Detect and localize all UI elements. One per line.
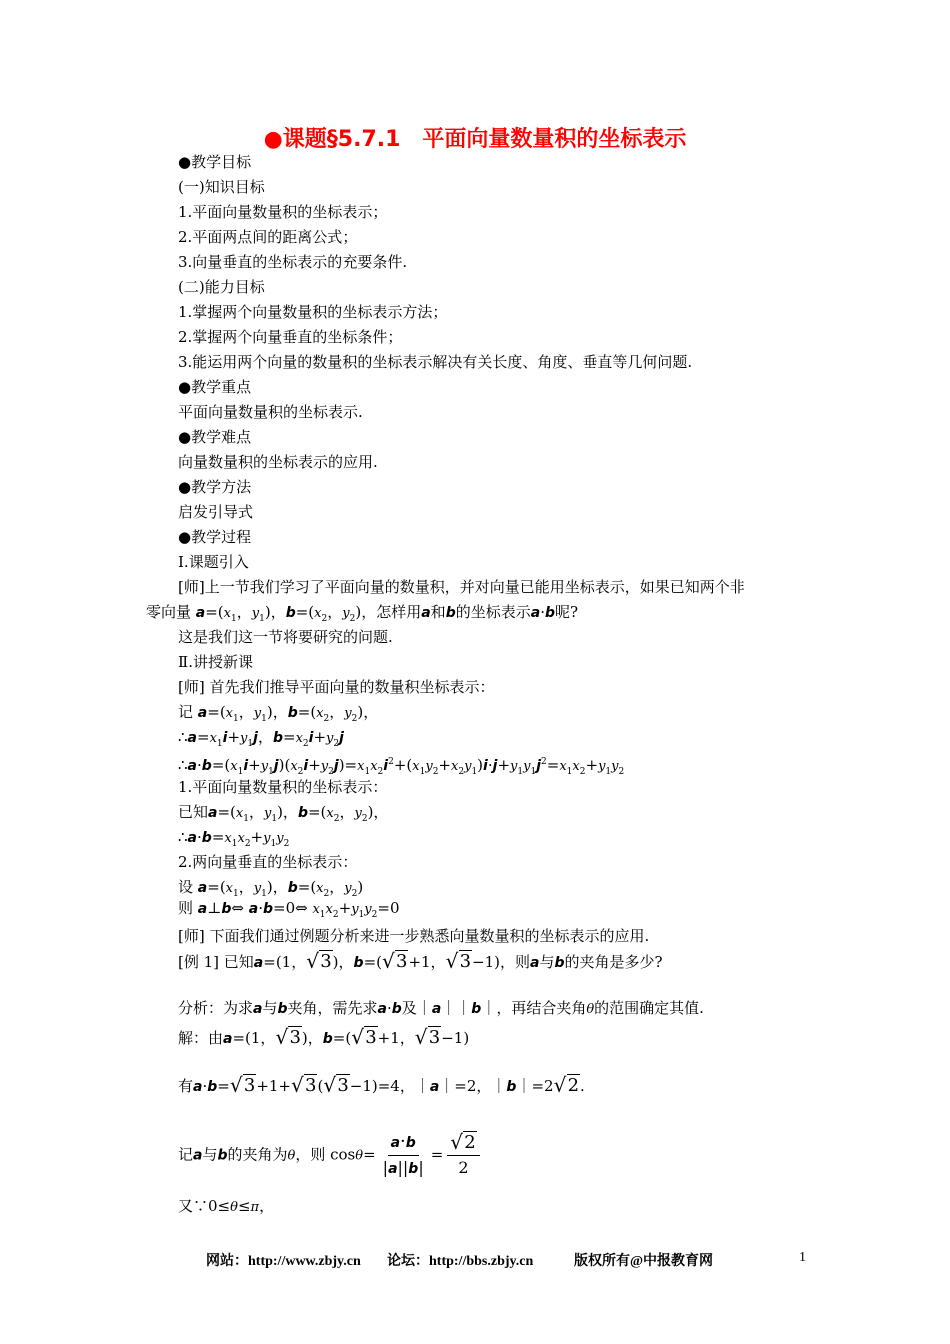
- fraction-result: √ $\frac{2}{2}$: [447, 1131, 479, 1180]
- sqrt-2: √ 2: [556, 1076, 580, 1096]
- sqrt-3: √ 3: [384, 952, 408, 972]
- knowledge-heading: (一)知识目标: [178, 178, 265, 196]
- difficulty-heading: ●教学难点: [178, 428, 252, 446]
- formula-basis: $\therefore a=x_1i+y_1j$，$b=x_2i+y_2j$: [178, 728, 344, 749]
- formula-note: 记 $a=(x_1$，$y_1$)，$b=(x_2$，$y_2$)，: [178, 703, 379, 724]
- sqrt-3: √ 3: [293, 1076, 317, 1096]
- sqrt-3: √ 3: [308, 952, 332, 972]
- method-heading: ●教学方法: [178, 478, 252, 496]
- knowledge-item-3: 3.向量垂直的坐标表示的充要条件.: [178, 253, 408, 271]
- ability-item-2: 2.掌握两个向量垂直的坐标条件；: [178, 328, 403, 346]
- sqrt-3: √ 3: [277, 1028, 301, 1048]
- page-title: ●课题§5.7.1 平面向量数量积的坐标表示: [263, 127, 687, 152]
- dot-product-line: 有a·b=√ 3+1+√ 3(√ 3−1)=4，｜a｜=2，｜b｜=2√ 2.: [178, 1076, 585, 1097]
- intro-line-2: 零向量 $a=(x_1$，$y_1$)，$b=(x_2$，$y_2$)，怎样用a和b的坐标表示a·b呢?: [146, 603, 579, 624]
- ability-item-3: 3.能运用两个向量的数量积的坐标表示解决有关长度、角度、垂直等几何问题.: [178, 353, 693, 371]
- key-point-text: 平面向量数量积的坐标表示.: [178, 403, 363, 421]
- key-point-heading: ●教学重点: [178, 378, 252, 396]
- difficulty-text: 向量数量积的坐标表示的应用.: [178, 453, 378, 471]
- example-1: [例 1] 已知a=(1，√ 3)，b=(√ 3+1，√ 3−1)，则a与b的夹角是多少?: [178, 952, 663, 973]
- method-text: 启发引导式: [178, 503, 254, 521]
- sqrt-3: √ 3: [325, 1076, 349, 1096]
- ability-item-1: 1.掌握两个向量数量积的坐标表示方法；: [178, 303, 448, 321]
- sqrt-3: √ 3: [232, 1076, 256, 1096]
- example-intro: [师] 下面我们通过例题分析来进一步熟悉向量数量积的坐标表示的应用.: [178, 927, 650, 945]
- sqrt-3: √ 3: [353, 1028, 377, 1048]
- footer-forum: 论坛：http://bbs.zbjy.cn: [387, 1254, 534, 1269]
- sqrt-3: √ 3: [448, 952, 472, 972]
- part-2-heading: Ⅱ.讲授新课: [178, 653, 253, 671]
- footer-website: 网站：http://www.zbjy.cn: [206, 1254, 361, 1269]
- range-line: 又∵0≤θ≤π，: [178, 1197, 275, 1215]
- goal-heading: ●教学目标: [178, 153, 252, 171]
- formula-result: $\therefore a\cdot b=x_1x_2+y_1y_2$: [178, 828, 290, 849]
- process-heading: ●教学过程: [178, 528, 252, 546]
- formula-known: 已知$a=(x_1$，$y_1$)，$b=(x_2$，$y_2$)，: [178, 803, 389, 824]
- cos-line: 记a与b的夹角为θ，则 cosθ= $\frac{a\cdot b}{|a||b|}$ = √ $\frac{2}{2}$: [178, 1130, 484, 1181]
- analysis-line: 分析：为求a与b夹角，需先求a·b及｜a｜｜b｜，再结合夹角θ的范围确定其值.: [178, 999, 704, 1017]
- formula-2-heading: 2.两向量垂直的坐标表示：: [178, 853, 358, 871]
- footer-copyright: 版权所有@中报教育网: [574, 1254, 714, 1269]
- page-number: 1: [799, 1250, 806, 1265]
- part-1-heading: Ⅰ.课题引入: [178, 553, 249, 571]
- perp-condition: 则 a⊥b⇔ a·b=0⇔ $x_1x_2+y_1y_2=0$: [178, 899, 400, 920]
- formula-1-heading: 1.平面向量数量积的坐标表示：: [178, 778, 388, 796]
- derive-line: [师] 首先我们推导平面向量的数量积坐标表示：: [178, 678, 495, 696]
- fraction-cos: $\frac{a\cdot b}{|a||b|}$: [382, 1131, 424, 1177]
- perp-let: 设 $a=(x_1$，$y_1$)，$b=(x_2$，$y_2$): [178, 878, 364, 899]
- intro-line-3: 这是我们这一节将要研究的问题.: [178, 628, 393, 646]
- knowledge-item-1: 1.平面向量数量积的坐标表示；: [178, 203, 388, 221]
- formula-derivation: $\therefore a\cdot b=(x_1i+y_1j)(x_2i+y_2j)=x_1x_2i^2+(x_1y_2+x_2y_1)i\cdot j+y_1y_1j^2=x_1x_2+y_1y_2$: [178, 756, 625, 777]
- sqrt-3: √ 3: [417, 1028, 441, 1048]
- solution-line: 解：由a=(1，√ 3)，b=(√ 3+1，√ 3−1): [178, 1028, 469, 1049]
- intro-line-1: [师]上一节我们学习了平面向量的数量积，并对向量已能用坐标表示，如果已知两个非: [178, 578, 745, 596]
- knowledge-item-2: 2.平面两点间的距离公式；: [178, 228, 358, 246]
- ability-heading: (二)能力目标: [178, 278, 265, 296]
